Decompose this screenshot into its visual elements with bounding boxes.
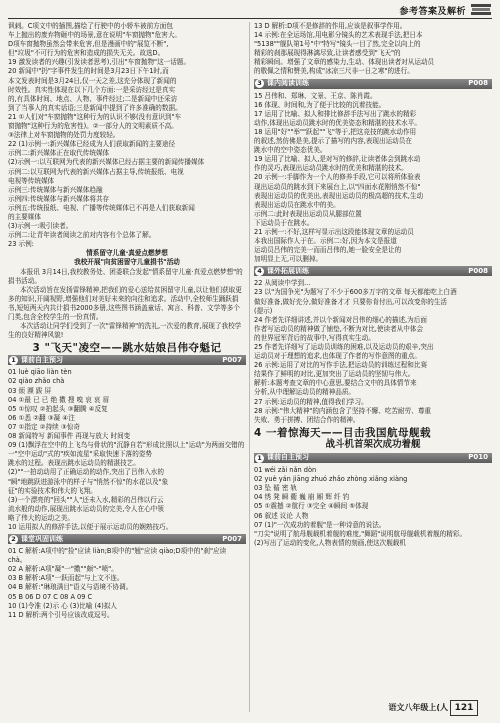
text-line: 示例三:传统媒体与新兴媒体趋融 [8,185,103,194]
text-line: 讽刺。C项文中的插图,描绘了行驶中的小轿车被前方面包 [8,22,173,30]
text-line: 窗抛物"这种行为的危害性)。②一部分人的文明素质不高。 [8,122,178,131]
text-line: 23 以"为国争光"为题写了不少于600多万字的文章 每天都能吃上白酒 [254,288,457,297]
text-line: 电视等传统媒体 [8,176,55,185]
text-line: 01 wéi zǎi nǎn dòn [254,466,317,475]
text-line: 做好准备,做好充分,做好准备才才 只要你肯付出,可以改变你的生活 [254,297,448,306]
text-line: 示例四:传统媒体与新兴媒体将共存 [8,194,110,203]
text-line: 01 luè qiāo liàn tèn [8,368,72,377]
text-line: 21 ①人们对"车窗抛物"这种行为的认识不够(没有意识到"车 [8,112,182,121]
text-line: 22 (1)示例一:新兴媒体已经成为人们获取新闻的主要途径 [8,140,176,149]
text-line: 的世界冠军背后的故事中,写得真实生动。 [254,333,375,342]
text-line: 征"的实验技术和伟大的飞翔。 [8,486,97,495]
text-line: 10 (1)令准 (2)示 心 (3)比喻 (4)拟人 [8,601,117,610]
text-line: 02 A 解析:A项"凝"一"擞""颇"-"喷"。 [8,565,118,574]
text-line: 示例二:此时表现出运动员从腿部位置 [254,209,362,218]
section-label: 课堂巩固训练 [21,534,63,543]
text-line: 05 ①惊叹 ②拍起头 ③翻腾 ④反复 [8,404,108,413]
page-number: 121 [450,700,478,716]
section-page: P007 [222,355,242,364]
text-line: 作的灵巧,表现出运动员跳水时的优美和精湛的技术。 [254,164,408,173]
news-title: 情系留守儿童·真爱点燃梦想 [86,249,168,258]
text-line: 28 示例:"伟大精神"的内涵包含了坚持不懈、吃苦耐劳、尊重 [254,406,432,415]
text-line: 05 ①震撼 ②航行 ③完全 ④瞬间 ⑤体现 [254,502,369,511]
text-line: 流水般的动作,展现出跳水运动员的完美,令人在心中领 [8,504,164,513]
text-line: 20 新闻中"扔"字事件发生的时间是3月23日下午1时,而 [8,67,169,76]
section-label: 课内阅读训练 [267,79,309,88]
text-line: 到了当事人的真实话语;三是新闻中提到了许多准确的数据。 [8,103,182,112]
text-line: 16 体现、时间和,为了便于比较的沉着技能。 [254,100,386,109]
text-line: 17 运用了比喻、拟人和排比修辞手法写出了跳水的精彩 [254,109,417,118]
section-header [8,355,246,365]
text-line: (提示) [254,306,273,315]
text-line: 表现出运动员的优美出,表现出运动员的极高超的技术,生动 [254,191,424,200]
text-line: 解析:本题考查文章的中心意思,要结合文中的具体情节来 [254,379,417,388]
text-line: 07 (1)"一次成功的着舰"是一种诗意的说法。 [254,520,386,529]
chapter-4-subtitle: 战斗机首架次成功着舰 [325,438,421,450]
text-line: 27 示例:运动员的精神,值得我们学习。 [254,397,368,406]
text-line: (3)示例一:吸引读者。 [8,222,73,231]
text-line: (3)一个漂亮的"回头""人"还未入水,精彩的吕伟以行云 [8,495,164,504]
text-line: 的,有具体时间、地点、人物、事件经过;二是新闻中还采访 [8,94,178,103]
section-number: 2 [9,535,18,544]
answer-22 [8,140,246,240]
text-line: 21 示例一:不好,这样写显示出这段能体现文章的运动员 [254,227,414,236]
text-line: D项车窗抛物虽然会带来危害,但是漫画中的"展览不断", [8,40,169,49]
footer-text: 语文八年级上(人 [388,703,448,712]
text-line: 的主要媒体 [8,212,41,221]
section-page: P010 [468,453,488,462]
news-subtitle: 我校开展"向贫困留守儿童捐书"活动 [74,258,180,267]
header-rule [8,18,492,19]
text-line: 10 运用拟人的修辞手法,以便于展示运动员的娴熟技巧。 [8,522,173,531]
text-line: 分析,从中理解运动员的精神品质。 [254,388,356,397]
text-line: 26 示例:运用了对比的写作手法,把运动员的训练过程和比赛 [254,361,428,370]
section-label: 课前自主预习 [21,355,63,364]
section-number: 3 [255,79,264,88]
text-line: 运动员吕伟的完美一而而吕伟的,她一脸安全是让的 [254,246,402,255]
text-line: 03 烦 濒 跋 屏 [8,386,52,395]
text-line: 示例二:新兴媒体正在取代传统媒体 [8,149,110,158]
text-line: 03 坠 循 密 轨 [254,484,298,493]
text-line: 07 ①指定 ②持续 ③惊奇 [8,422,80,431]
text-line: 15 吕伟和、郑琳、文景、王京、陈肖霞。 [254,91,377,100]
text-line: 03 B 解析:A项"一跃而起"与上文不连。 [8,574,124,583]
text-line: 但"垃圾"不可行为的危害和造成的损失无关。故选D。 [8,49,165,58]
section-header [254,453,492,463]
text-line: 08 新闻特写 新闻事件 再现与放大 时间变 [8,432,131,441]
header-title: 参考答案及解析 [399,7,466,17]
text-line: 06 叙述 议论 人物 [254,511,309,520]
text-line: 04 B 解析:"琳琅满目"语义与语境不协调。 [8,583,133,592]
text-line: 04 ①最 已 已 绝 擞 搜 嗅 哀 哀 眉 [8,395,110,404]
text-line: 20 示例一:手脚作为一个人的修养手段,它可以将所体验表 [254,173,421,182]
text-line: 09 (1)飘浮在空中的上飞鸟与骨状的"沉静自若"形成比照以上"运动"为两面交错的一"空中运动"式的"疾如流星"采取快速下落的姿势 [8,441,245,459]
text-line: 作者写运动员的精神做了铺垫,不断为对比,使读者从中体会 [254,324,424,333]
text-line: (2)示例一:以互联网为代表的新兴媒体已经占据主要的新闻传播媒体 [8,158,205,167]
left-top-answers [8,22,246,140]
section-label: 课前自主预习 [267,453,309,462]
section-number: 4 [255,267,264,276]
section-header [254,79,492,89]
section-page: P008 [468,266,488,275]
book-stack-icon [470,2,492,16]
text-line: 19 运用了比喻、拟人,是对写的修辞,让读者体会到跳水动 [254,155,421,164]
text-line: 运动员对于理想的追求,也体现了作者的写作意图的重点。 [254,352,421,361]
text-line: 02 yuè yán jiāng zhuó zhǎo zhòng xiǎng xiàng [254,475,408,484]
text-line: 25 作者先详细写了运动员训练的困难,以及运动员的艰辛,突出 [254,343,434,351]
text-line: 加明显上无,可以删掉。 [254,255,323,264]
text-line: 06 ①悉 ②翻 ③凝 ④注 [8,413,75,422]
text-line: "5138""舰队第1号"中"特写"镜头一目了然,完全以向上的 [254,40,421,49]
left-column [8,22,246,620]
right-column [254,22,492,548]
text-line: 下运动员于在跳水。 [254,218,314,227]
news-paragraph: 本次活动旨在发扬雷锋精神,把我们的爱心送给贫困留守儿童,以让他们获取更多的知识,开阔视野,增强他们对美好未来的向往和追求。活动中,全校师生踊跃捐书,短短两天内共计捐书2000多册,这些图书涵盖童话、寓言、科普、文学等多个门类,包含全校学生的一份真情。 [8,285,242,321]
text-line: "刀尖"说明了航母舰载机着舰的难度,"舞蹈"说明航母舰载机着舰的精彩。 [254,529,467,538]
text-line: 车上抛出的废弃物砸中的场景,意在说明"车窗抛物"危害大。 [8,31,182,40]
section-header [8,534,246,544]
text-line: 18 运用"好""举""跃起""飞"等于,把这竞技的跳水动作用 [254,127,417,136]
text-line: 略了伟大的运动之美。 [8,513,74,522]
text-line: 11 D 解析:两个引号应该改成逗号。 [8,610,114,619]
section-label: 课外拓展训练 [267,266,309,275]
text-line: 05 B 06 D 07 C 08 A 09 C [8,592,93,601]
text-line: 时效性。真实性体现在以下几个方面:一是采访经过是真实 [8,85,176,94]
text-line: 13 D 解析:D项不是修辞的作用,应该是叙事学作用。 [254,22,407,30]
text-line: (2)""一拍动动用了正确运动的动作,突出了吕伟入水的 [8,468,164,477]
text-line: 示例五:传统报纸、电视、广播等传统媒体已不再是人们获取新闻 [8,203,195,212]
chapter-3-title: 3 "飞天"凌空——跳水姑娘吕伟夺魁记 [32,342,222,355]
text-line: 动作,体现出运动员跳水时的优美姿态和精湛的技术水平。 [254,118,421,127]
text-line: (2)写出了运动的变化,人物表情的刻画,使这次舰载机 [254,538,406,547]
answer-23-label: 23 示例: [8,240,34,249]
text-line: 的敬佩之情和赞美,构成"冰凉三尺非一日之寒"的进行。 [254,67,414,76]
news-paragraph: 本次活动让同学们受到了一次"雷锋精神"的洗礼,一次爱的教育,展现了我校学生的良好精神风貌! [8,322,242,340]
text-line: 22 从阅读中学到... [254,279,311,288]
text-line: 精彩瞬间。增强了文章的感染力,生动、体现出读者对从运动员 [254,58,435,67]
section-header [254,266,492,276]
column-divider [249,22,250,712]
section-page: P008 [468,79,488,88]
text-line: 本我出国际作人于在。示例二:好,因为本文是报道 [254,237,397,246]
text-line: 14 示例:在全运场馆,用电影分镜头的艺术表现手法,把日本 [254,31,423,40]
text-line: 01 C 解析:A项中的"捡"应读 liàn;B项中的"翘"应读 qiào;D项中的"刹"应读 chà。 [8,547,227,565]
text-line: 24 作者先详细讲述,并以个新闻对吕伟的细心的描述,为后面 [254,315,427,324]
text-line: 本文发表时间是3月24日,仅一天之差,这充分体现了新闻的 [8,76,177,85]
text-line: 示例二:以互联网为代表的新兴媒体占据主导,传统报纸、电视 [8,167,184,176]
section-number: 1 [255,454,264,463]
text-line: 02 qiào zhǎo chà [8,377,65,386]
news-paragraph: 本报讯 3月14日,我校教务处、团委联合发起"情系留守儿童·真爱点燃梦想"的捐书活动。 [8,267,243,285]
text-line: 失败、勇于拼搏、团结合作的精神。 [254,415,360,424]
text-line: ③法律上对车窗抛物的处罚力度较轻。 [8,131,120,140]
section-number: 1 [9,356,18,365]
text-line: 的叙述,然仿佛是美,提示了描写的内容,表现出运动员在 [254,137,412,146]
section-page: P007 [222,534,242,543]
chapter-4-title: 4 一着惊海天——目击我国航母舰载 [254,426,431,439]
text-line: "瞬"地跳跃进游泳中的样子与"悄然不惊"的水花以及"象 [8,477,169,486]
text-line: 结果作了鲜明的对比,更加突出了运动员的坚韧与伟大。 [254,370,415,379]
text-line: 跳水中的空中姿态优美。 [254,146,327,155]
text-line: 示例二:让青年读者阅读之前对内容有个总体了解。 [8,231,156,240]
text-line: 跳水的过程。表现出跳水运动员的精湛技艺。 [8,459,140,468]
text-line: 精彩的刹那展现得淋漓尽致,让读者感受到"飞天"的 [254,49,401,58]
text-line: 19 激发读者的兴趣(引发读者思考),引出"车窗抛物"这一话题。 [8,58,191,67]
text-line: 04 绣 凳 瞬 衢 巍 崩 厢 辉 纤 钓 [254,493,350,502]
text-line: 表现出运动员在跳水中的美。 [254,200,340,209]
text-line: 现出运动员的跳水到下来展台上,以"四面水花刚悄然不惊" [254,182,421,191]
